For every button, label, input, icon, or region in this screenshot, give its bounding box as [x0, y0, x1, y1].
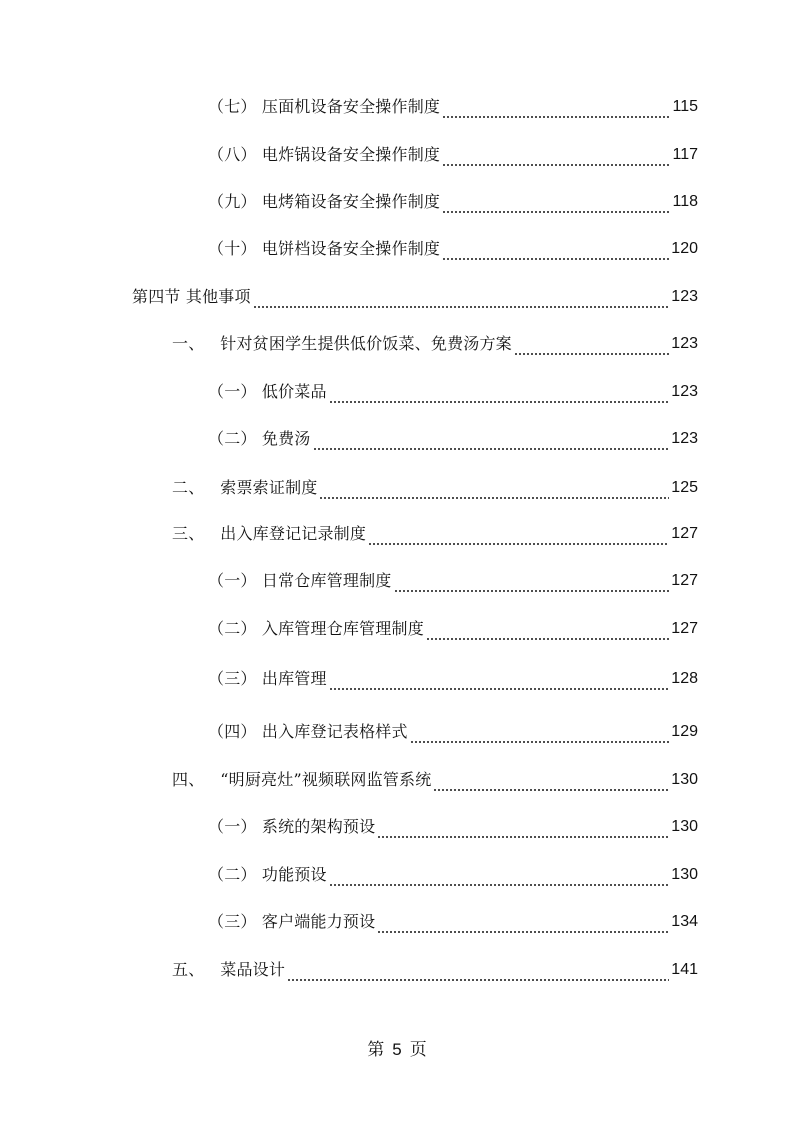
toc-entry-page: 127 [671, 572, 698, 589]
toc-entry-page: 123 [671, 288, 698, 305]
toc-entry[interactable] [208, 720, 698, 744]
toc-entry-title: 客户端能力预设 [261, 912, 376, 931]
toc-entry-page: 129 [671, 723, 698, 740]
toc-entry[interactable] [172, 332, 698, 356]
toc-entry-label [172, 958, 285, 982]
toc-entry-page: 123 [671, 430, 698, 447]
toc-entry-number: 二、 [172, 478, 205, 497]
toc-entry-page: 128 [671, 670, 698, 687]
toc-entry-label [172, 522, 366, 546]
toc-entry[interactable] [208, 95, 698, 119]
toc-entry[interactable] [208, 667, 698, 691]
footer-prefix: 第 [367, 1040, 385, 1060]
toc-entry-title: “明厨亮灶”视频联网监管系统 [220, 770, 432, 789]
dot-leader [514, 338, 669, 356]
toc-entry-title: 电炸锅设备安全操作制度 [261, 145, 441, 164]
toc-entry-label [208, 237, 440, 261]
dot-leader [368, 528, 669, 546]
dot-leader [442, 149, 670, 167]
toc-entry-page: 123 [671, 383, 698, 400]
toc-entry-title: 系统的架构预设 [261, 817, 376, 836]
toc-entry-page: 127 [671, 525, 698, 542]
dot-leader [287, 964, 669, 982]
toc-entry-page: 120 [671, 240, 698, 257]
dot-leader [329, 673, 670, 691]
toc-entry-page: 118 [672, 193, 698, 210]
toc-entry-title: 入库管理仓库管理制度 [261, 619, 424, 638]
toc-entry-title: 出库管理 [261, 669, 327, 688]
dot-leader [329, 869, 670, 887]
toc-entry-number: 第四节 [132, 287, 181, 306]
toc-entry-number: （二） [208, 429, 257, 448]
dot-leader [442, 101, 670, 119]
footer-suffix: 页 [409, 1040, 427, 1060]
toc-entry-number: （一） [208, 817, 257, 836]
toc-entry-title: 其他事项 [185, 287, 251, 306]
dot-leader [377, 821, 669, 839]
dot-leader [442, 243, 669, 261]
dot-leader [319, 482, 669, 500]
toc-entry-page: 125 [671, 479, 698, 496]
toc-entry-page: 134 [671, 913, 698, 930]
toc-entry-page: 123 [671, 335, 698, 352]
toc-entry[interactable] [208, 237, 698, 261]
toc-entry-label [208, 190, 440, 214]
dot-leader [253, 291, 670, 309]
toc-entry-page: 115 [672, 98, 698, 115]
toc-entry-section[interactable] [132, 285, 698, 309]
toc-entry-page: 127 [671, 620, 698, 637]
toc-entry-label [208, 815, 375, 839]
toc-entry-number: （十） [208, 239, 257, 258]
dot-leader [410, 726, 670, 744]
toc-entry-label [132, 285, 251, 309]
toc-entry-page: 130 [671, 866, 698, 883]
toc-entry-number: 三、 [172, 524, 205, 543]
toc-entry[interactable] [208, 380, 698, 404]
footer-page-number: 5 [392, 1040, 402, 1059]
dot-leader [329, 386, 670, 404]
toc-entry-label [208, 569, 392, 593]
toc-entry-page: 130 [671, 771, 698, 788]
dot-leader [394, 575, 670, 593]
toc-entry-title: 电烤箱设备安全操作制度 [261, 192, 441, 211]
toc-entry[interactable] [208, 569, 698, 593]
toc-entry-number: 五、 [172, 960, 205, 979]
toc-entry-title: 电饼档设备安全操作制度 [261, 239, 441, 258]
toc-entry[interactable] [208, 910, 698, 934]
toc-entry-title: 压面机设备安全操作制度 [261, 97, 441, 116]
toc-entry-title: 索票索证制度 [220, 478, 318, 497]
toc-entry-title: 低价菜品 [261, 382, 327, 401]
toc-entry-number: （九） [208, 192, 257, 211]
toc-entry[interactable] [208, 190, 698, 214]
toc-entry-label [172, 332, 512, 356]
dot-leader [433, 774, 669, 792]
toc-entry-title: 日常仓库管理制度 [261, 571, 392, 590]
toc-entry[interactable] [172, 522, 698, 546]
toc-entry-title: 免费汤 [261, 429, 311, 448]
toc-entry-title: 菜品设计 [220, 960, 286, 979]
toc-entry-number: 四、 [172, 770, 205, 789]
toc-entry-number: （二） [208, 865, 257, 884]
toc-entry-label [208, 720, 408, 744]
toc-entry-number: （八） [208, 145, 257, 164]
toc-entry-number: （二） [208, 619, 257, 638]
toc-entry-label [208, 667, 327, 691]
page-footer [0, 1035, 794, 1060]
toc-entry-label [172, 476, 317, 500]
toc-entry-label [208, 617, 424, 641]
toc-entry-label [208, 95, 440, 119]
dot-leader [377, 916, 669, 934]
toc-entry-number: （一） [208, 571, 257, 590]
toc-entry-page: 141 [671, 961, 698, 978]
toc-entry-label [208, 380, 327, 404]
toc-entry-number: （三） [208, 669, 257, 688]
toc-entry-title: 功能预设 [261, 865, 327, 884]
toc-entry[interactable] [208, 815, 698, 839]
toc-entry[interactable] [208, 427, 698, 451]
toc-entry-title: 针对贫困学生提供低价饭菜、免费汤方案 [220, 334, 512, 353]
toc-entry-page: 130 [671, 818, 698, 835]
toc-entry[interactable] [172, 958, 698, 982]
toc-entry-number: 一、 [172, 334, 205, 353]
toc-entry[interactable] [208, 617, 698, 641]
toc-entry-number: （三） [208, 912, 257, 931]
toc-entry[interactable] [208, 863, 698, 887]
toc-entry-label [208, 143, 440, 167]
toc-entry-number: （四） [208, 722, 257, 741]
toc-entry[interactable] [172, 476, 698, 500]
toc-entry-label [208, 427, 311, 451]
toc-entry-label [208, 910, 375, 934]
toc-entry-number: （一） [208, 382, 257, 401]
toc-entry-number: （七） [208, 97, 257, 116]
dot-leader [426, 623, 669, 641]
toc-entry-title: 出入库登记表格样式 [261, 722, 408, 741]
dot-leader [313, 433, 670, 451]
toc-entry[interactable] [208, 143, 698, 167]
toc-entry-label [208, 863, 327, 887]
toc-entry-label [172, 768, 431, 792]
dot-leader [442, 196, 670, 214]
toc-entry-title: 出入库登记记录制度 [220, 524, 367, 543]
toc-entry[interactable] [172, 768, 698, 792]
toc-entry-page: 117 [672, 146, 698, 163]
